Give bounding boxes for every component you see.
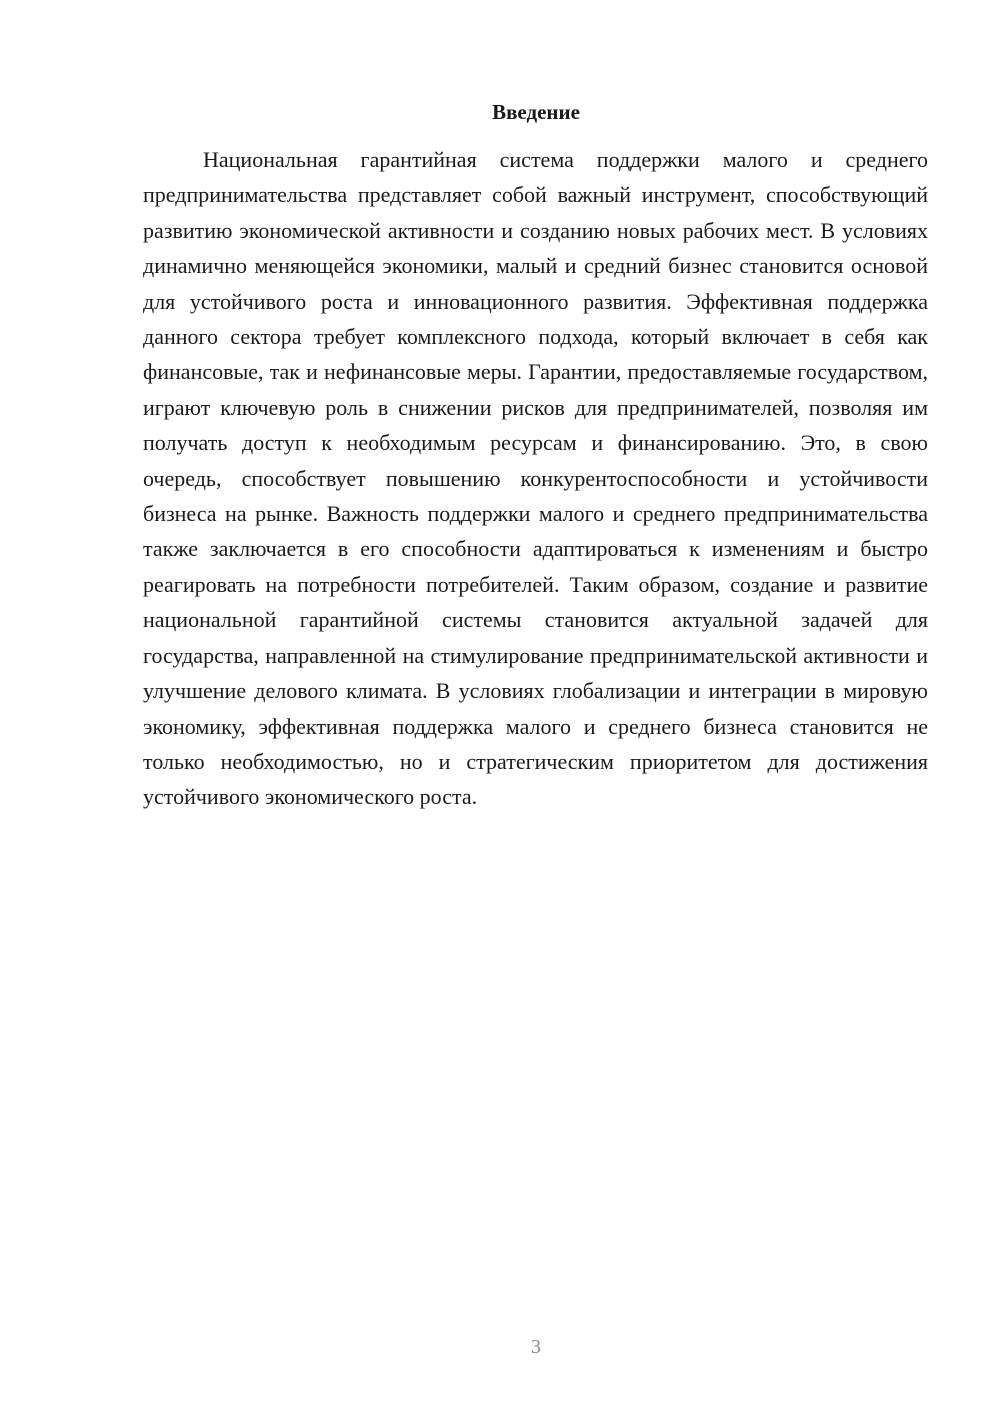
page-number: 3 [531, 1336, 541, 1358]
page-title: Введение [492, 100, 580, 124]
body-paragraph: Национальная гарантийная система поддержки малого и среднего предпринимательства представляет собой важный инструмент, способствующий развитию экономической активности и созданию новых рабочих мест. В условиях динамично меняющейся экономики, малый и средний бизнес становится основой для устойчивого роста и инновационного развития. Эффективная поддержка данного сектора требует комплексного подхода, который включает в себя как финансовые, так и нефинансовые меры. Гарантии, предоставляемые государством, играют ключевую роль в снижении рисков для предпринимателей, позволяя им получать доступ к необходимым ресурсам и финансированию. Это, в свою очередь, способствует повышению конкурентоспособности и устойчивости бизнеса на рынке. Важность поддержки малого и среднего предпринимательства также заключается в его способности адаптироваться к изменениям и быстро реагировать на потребности потребителей. Таким образом, создание и развитие национальной гарантийной системы становится актуальной задачей для государства, направленной на стимулирование предпринимательской активности и улучшение делового климата. В условиях глобализации и интеграции в мировую экономику, эффективная поддержка малого и среднего бизнеса становится не только необходимостью, но и стратегическим приоритетом для достижения устойчивого экономического роста. [143, 147, 928, 810]
